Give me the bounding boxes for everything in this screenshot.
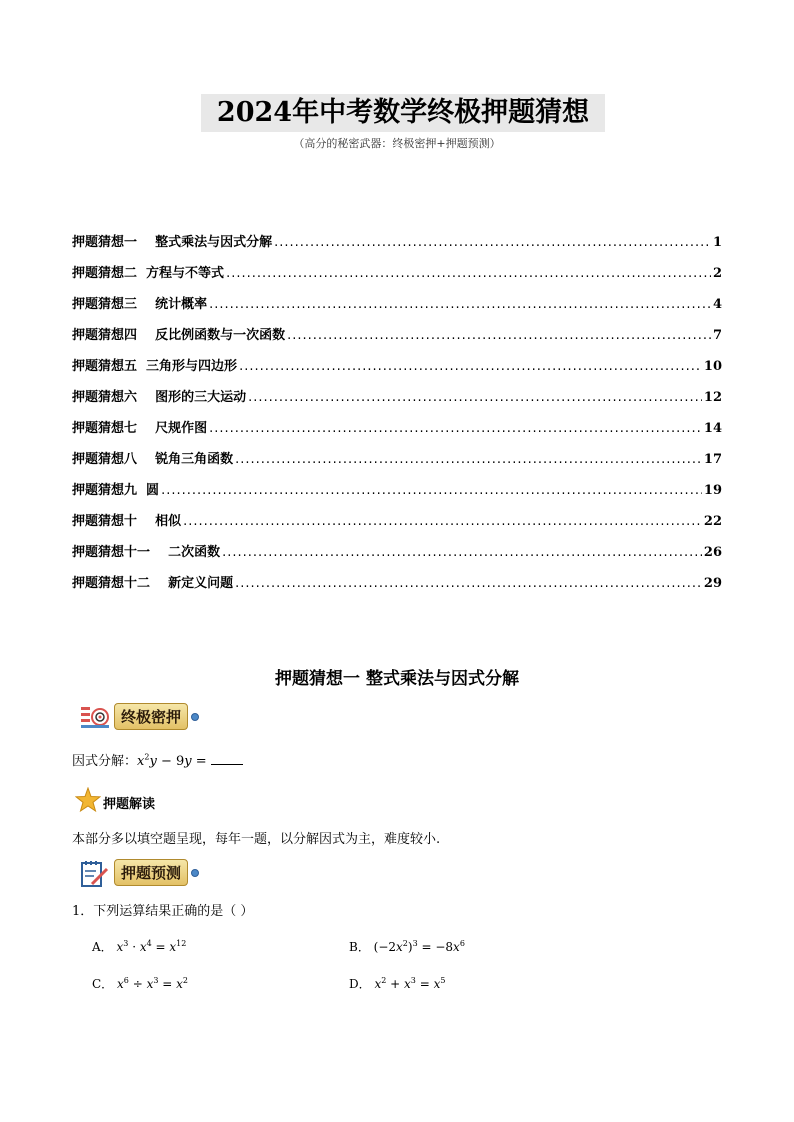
toc-page: 12	[703, 390, 722, 405]
badge-prediction	[80, 859, 199, 886]
section-heading: 押题猜想一 整式乘法与因式分解	[275, 669, 519, 689]
toc-label: 押题猜想一 整式乘法与因式分解	[72, 235, 273, 250]
toc-entry[interactable]	[72, 572, 722, 603]
toc-entry[interactable]	[72, 541, 722, 572]
toc-label: 押题猜想五 三角形与四边形	[72, 359, 238, 374]
toc-page: 22	[703, 514, 722, 529]
star-icon	[75, 787, 101, 817]
toc-label: 押题猜想七 尺规作图	[72, 421, 208, 436]
toc-page: 1	[712, 235, 722, 250]
toc-page: 17	[703, 452, 722, 467]
badge-dot-icon	[191, 713, 199, 721]
toc-page: 10	[703, 359, 722, 374]
problem-statement: 因式分解：$x^2y - 9y$ =	[72, 750, 243, 769]
option-b[interactable]: B． $(-2x^2)^3 = -8x^6$	[349, 939, 465, 954]
interpret-text: 本部分多以填空题呈现，每年一题，以分解因式为主，难度较小.	[72, 832, 441, 847]
toc-entry[interactable]	[72, 386, 722, 417]
toc-page: 4	[712, 297, 722, 312]
notepad-pen-icon	[80, 860, 110, 886]
toc-entry[interactable]	[72, 324, 722, 355]
toc-page: 29	[703, 576, 722, 591]
toc-entry[interactable]	[72, 448, 722, 479]
answer-blank[interactable]	[211, 754, 243, 765]
badge-label: 终极密押	[114, 703, 188, 730]
toc-label: 押题猜想八 锐角三角函数	[72, 452, 234, 467]
toc-entry[interactable]	[72, 479, 722, 510]
table-of-contents	[72, 231, 722, 603]
option-d[interactable]: D． $x^2 + x^3 = x^5$	[349, 976, 446, 991]
toc-page: 7	[712, 328, 722, 343]
toc-entry[interactable]	[72, 355, 722, 386]
toc-label: 押题猜想十二 新定义问题	[72, 576, 234, 591]
toc-page: 26	[703, 545, 722, 560]
toc-entry[interactable]	[72, 262, 722, 293]
toc-label: 押题猜想二 方程与不等式	[72, 266, 225, 281]
target-icon	[80, 704, 110, 730]
toc-entry[interactable]	[72, 417, 722, 448]
document-subtitle: （高分的秘密武器：终极密押+押题预测）	[293, 137, 501, 150]
option-c[interactable]: C． $x^6 \div x^3 = x^2$	[92, 976, 189, 991]
interpret-header	[75, 787, 155, 817]
toc-page: 14	[703, 421, 722, 436]
toc-entry[interactable]	[72, 231, 722, 262]
toc-label: 押题猜想六 图形的三大运动	[72, 390, 247, 405]
document-title: 2024年中考数学终极押题猜想	[201, 94, 605, 132]
option-a[interactable]: A． $x^3 \cdot x^4 = x^{12}$	[92, 939, 187, 954]
toc-page: 19	[703, 483, 722, 498]
toc-label: 押题猜想三 统计概率	[72, 297, 208, 312]
badge-final-prediction	[80, 703, 199, 730]
toc-label: 押题猜想四 反比例函数与一次函数	[72, 328, 286, 343]
toc-label: 押题猜想十 相似	[72, 514, 182, 529]
question-text: 1．下列运算结果正确的是（ ）	[72, 904, 254, 919]
toc-label: 押题猜想十一 二次函数	[72, 545, 221, 560]
interpret-title: 押题解读	[103, 796, 156, 812]
badge-label: 押题预测	[114, 859, 188, 886]
toc-label: 押题猜想九 圆	[72, 483, 160, 498]
toc-entry[interactable]	[72, 293, 722, 324]
toc-entry[interactable]	[72, 510, 722, 541]
toc-page: 2	[712, 266, 722, 281]
badge-dot-icon	[191, 869, 199, 877]
